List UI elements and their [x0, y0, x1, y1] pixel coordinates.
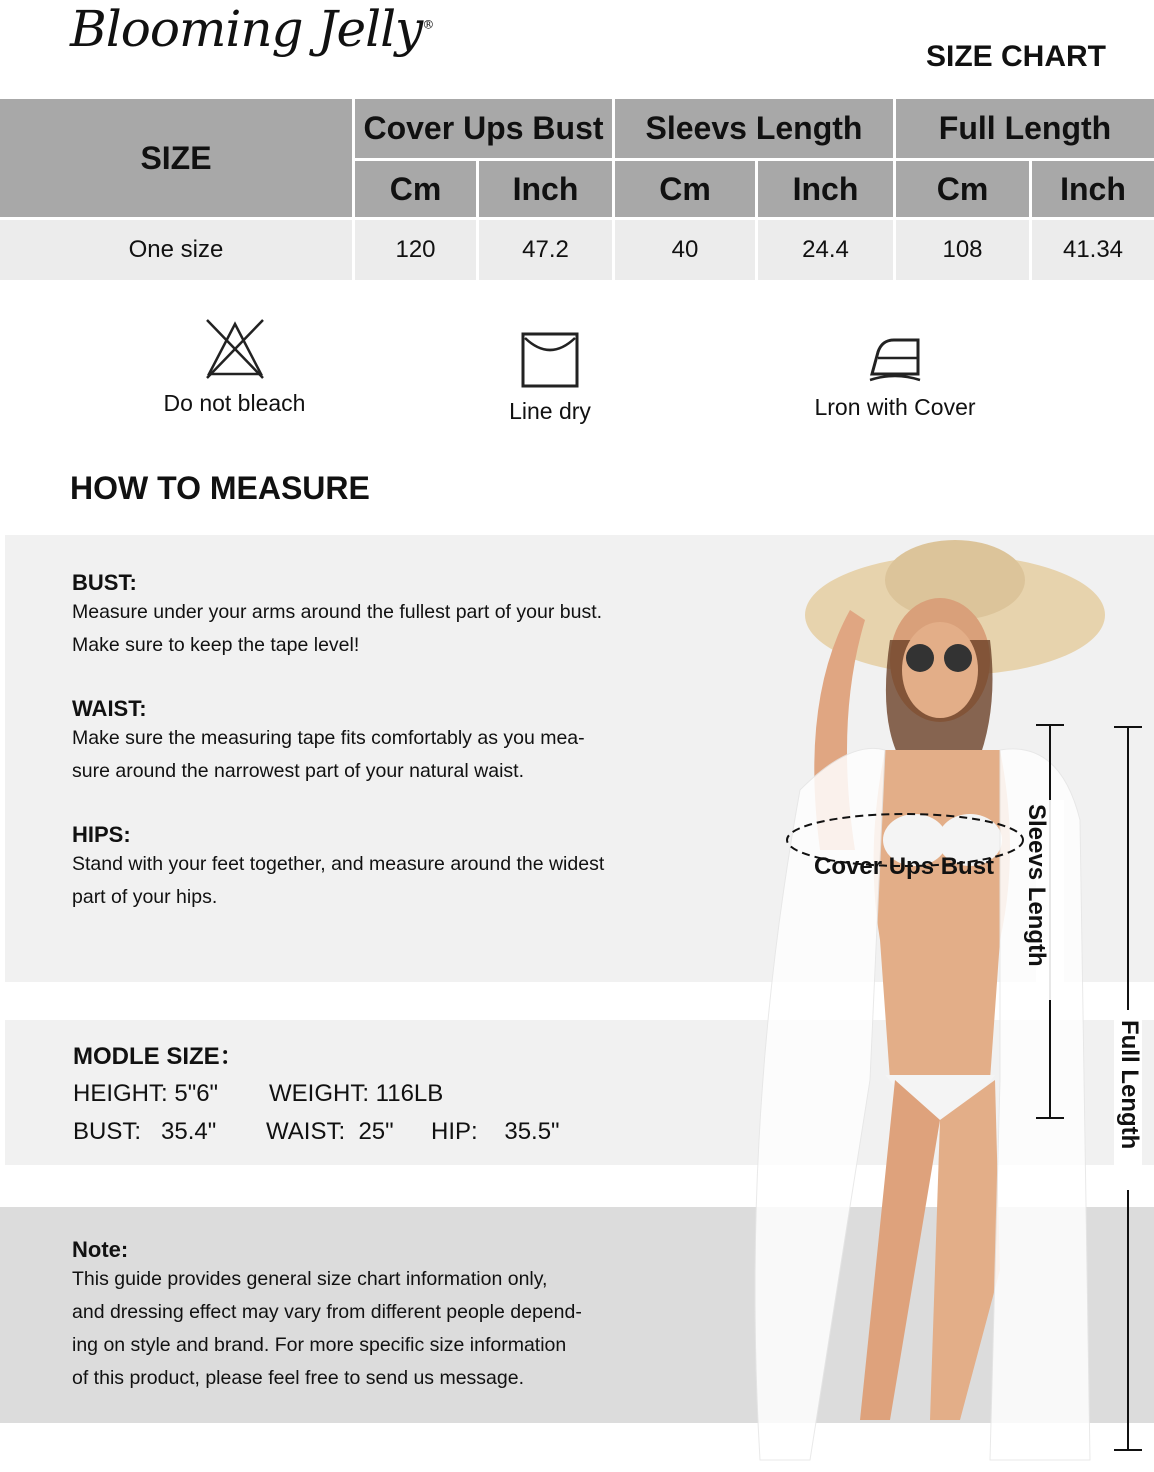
unit-header: Inch	[1031, 160, 1154, 219]
model-size-title: MODLE SIZE：	[73, 1036, 633, 1071]
model-weight: WEIGHT: 116LB	[269, 1080, 443, 1107]
size-cell: One size	[0, 219, 354, 281]
waist-line: Make sure the measuring tape fits comfortably as you mea-	[72, 722, 672, 755]
brand-name: Blooming Jelly	[70, 0, 422, 58]
bust-line: Make sure to keep the tape level!	[72, 629, 672, 662]
waist-label: WAIST:	[72, 696, 672, 722]
sleeve-measure-label: Sleevs Length	[1022, 804, 1050, 967]
waist-line: sure around the narrowest part of your natural waist.	[72, 755, 672, 788]
brand-logo	[70, 0, 433, 58]
measure-instructions	[72, 570, 672, 914]
unit-header: Cm	[895, 160, 1031, 219]
value-cell: 40	[614, 219, 757, 281]
group-header-bust: Cover Ups Bust	[354, 99, 614, 160]
iron-icon	[868, 334, 922, 384]
note-line: This guide provides general size chart information only,	[72, 1263, 672, 1296]
do-not-bleach-icon	[203, 318, 267, 380]
full-length-measure-label: Full Length	[1115, 1020, 1143, 1149]
unit-header: Cm	[354, 160, 478, 219]
care-label: Do not bleach	[132, 390, 337, 417]
care-item-iron	[790, 334, 1000, 421]
value-cell: 120	[354, 219, 478, 281]
hips-line: part of your hips.	[72, 881, 672, 914]
care-label: Line dry	[470, 398, 630, 425]
note-line: of this product, please feel free to send us message.	[72, 1362, 672, 1395]
size-table	[0, 99, 1154, 280]
group-header-full: Full Length	[895, 99, 1154, 160]
brand-registered-mark: ®	[422, 17, 433, 31]
note-line: and dressing effect may vary from different people depend-	[72, 1296, 672, 1329]
hips-line: Stand with your feet together, and measure around the widest	[72, 848, 672, 881]
unit-header: Inch	[757, 160, 895, 219]
table-row	[0, 219, 1154, 281]
model-size	[73, 1036, 633, 1151]
model-height: HEIGHT: 5"6"	[73, 1075, 269, 1113]
model-bust: BUST: 35.4"	[73, 1113, 266, 1151]
how-to-measure-title: HOW TO MEASURE	[70, 470, 370, 507]
bust-label: BUST:	[72, 570, 672, 596]
value-cell: 24.4	[757, 219, 895, 281]
size-chart-title: SIZE CHART	[926, 40, 1106, 74]
value-cell: 41.34	[1031, 219, 1154, 281]
value-cell: 47.2	[478, 219, 614, 281]
note	[72, 1237, 672, 1395]
group-header-sleeve: Sleevs Length	[614, 99, 895, 160]
model-waist: WAIST: 25"	[266, 1113, 431, 1151]
care-item-bleach	[132, 318, 337, 417]
note-title: Note:	[72, 1237, 672, 1263]
model-photo	[700, 520, 1154, 1467]
care-label: Lron with Cover	[790, 394, 1000, 421]
unit-header: Cm	[614, 160, 757, 219]
bust-measure-label: Cover Ups Bust	[814, 853, 994, 881]
model-hip: HIP: 35.5"	[431, 1118, 560, 1145]
hips-label: HIPS:	[72, 822, 672, 848]
bust-line: Measure under your arms around the fullest part of your bust.	[72, 596, 672, 629]
care-item-dry	[470, 332, 630, 425]
note-line: ing on style and brand. For more specific size information	[72, 1329, 672, 1362]
unit-header: Inch	[478, 160, 614, 219]
line-dry-icon	[521, 332, 579, 388]
size-header: SIZE	[0, 99, 354, 219]
value-cell: 108	[895, 219, 1031, 281]
